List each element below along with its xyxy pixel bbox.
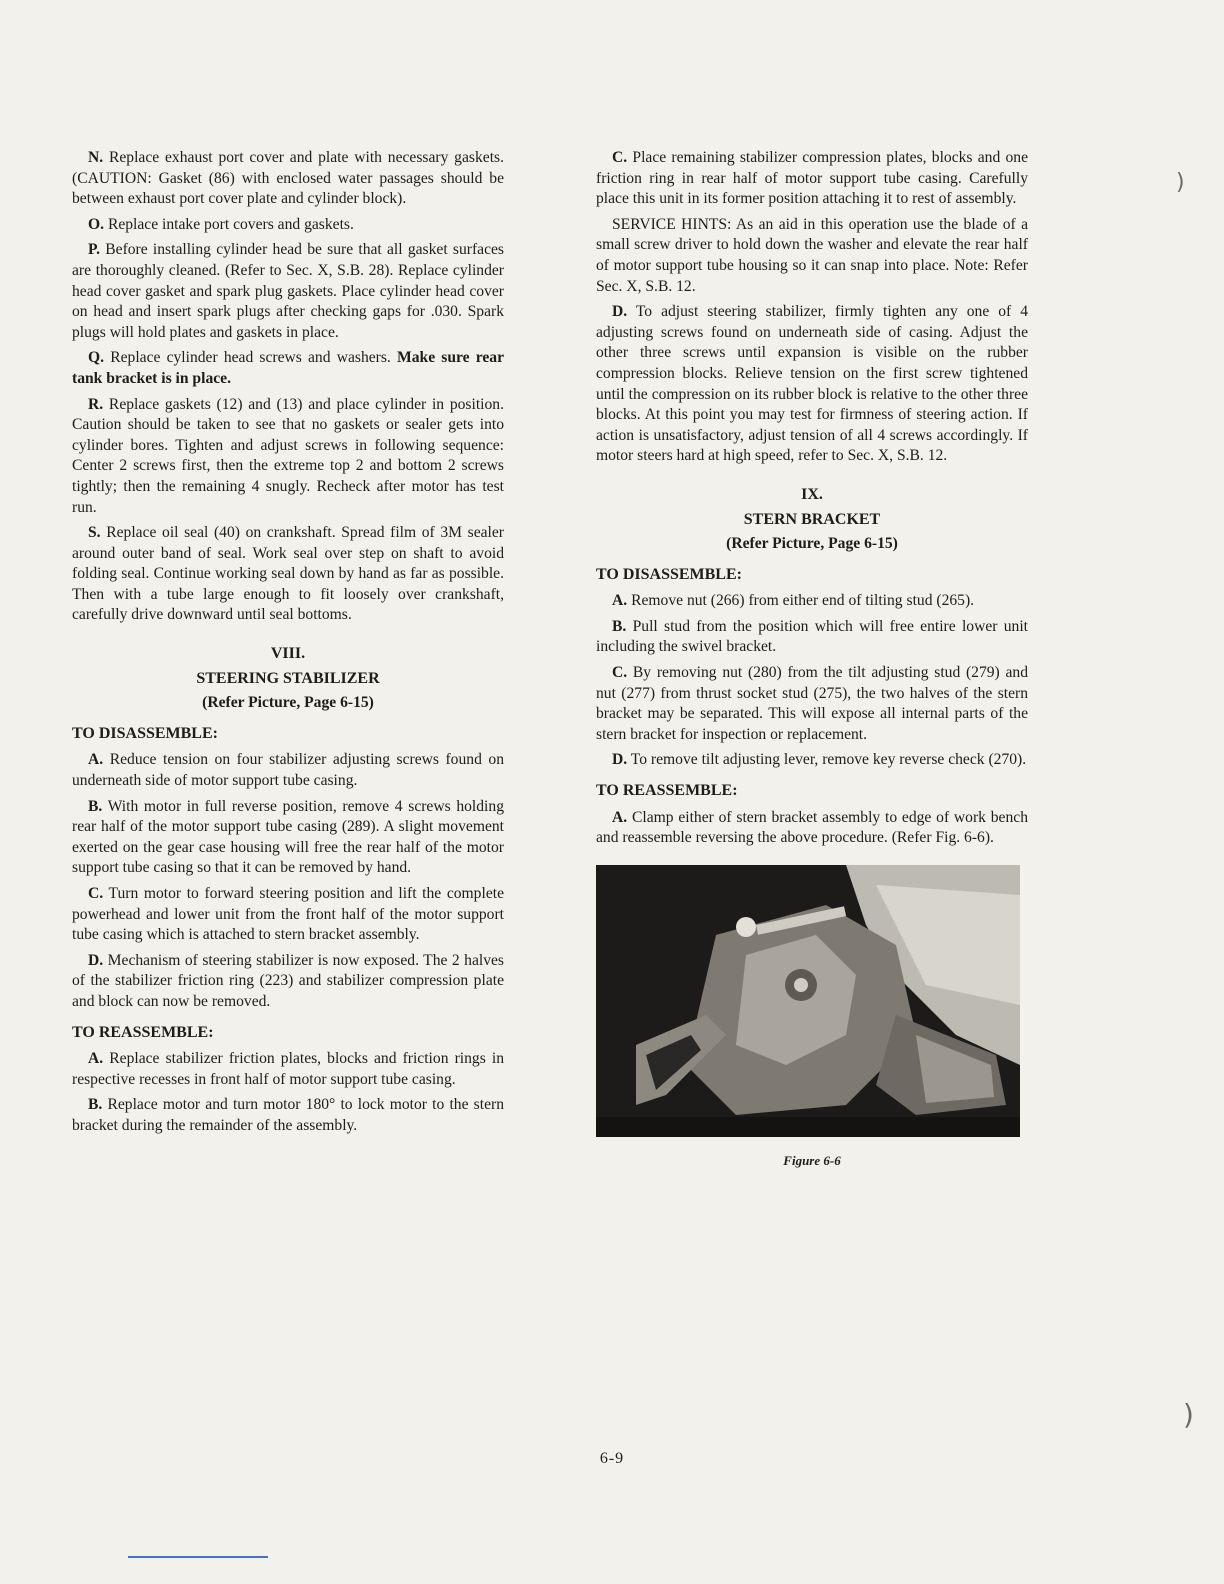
- section-8-reassemble-heading: TO REASSEMBLE:: [72, 1023, 214, 1041]
- step-n: N. Replace exhaust port cover and plate with necessary gaskets. (CAUTION: Gasket (86) with enclosed water passages should be between exhaust port cover plate and cylinder block).: [72, 149, 504, 208]
- s9-disassemble-a: A. Remove nut (266) from either end of tilting stud (265).: [612, 592, 975, 610]
- s8-disassemble-c: C. Turn motor to forward steering position and lift the complete powerhead and lower unit from the front half of the motor support tube casing which is attached to stern bracket assembly.: [72, 885, 504, 944]
- s8-reassemble-b: B. Replace motor and turn motor 180° to lock motor to the stern bracket during the remainder of the assembly.: [72, 1096, 504, 1134]
- step-r: R. Replace gaskets (12) and (13) and place cylinder in position. Caution should be taken to see that no gaskets or sealer gets into cylinder bores. Tighten and adjust screws in following sequence: Center 2 screws first, then the extreme top 2 and bottom 2 screws tightly; then the remaining 4 snugly. Recheck after motor has test run.: [72, 395, 504, 516]
- footer-rule: [128, 1556, 268, 1558]
- page-number: 6-9: [599, 1450, 625, 1467]
- s8-disassemble-d: D. Mechanism of steering stabilizer is now exposed. The 2 halves of the stabilizer friction ring (223) and stabilizer compression plate and block can now be removed.: [72, 951, 504, 1010]
- step-o: O. Replace intake port covers and gaskets.: [88, 215, 354, 233]
- section-8-title: STEERING STABILIZER: [196, 669, 380, 687]
- figure-6-6-photo: [596, 865, 1020, 1137]
- margin-mark: ): [1176, 170, 1185, 195]
- s8-disassemble-a: A. Reduce tension on four stabilizer adjusting screws found on underneath side of motor support tube casing.: [72, 751, 504, 790]
- section-8-disassemble-heading: TO DISASSEMBLE:: [72, 724, 218, 742]
- s9-disassemble-b: B. Pull stud from the position which will free entire lower unit including the swivel bracket.: [596, 617, 1028, 656]
- step-q: Q. Replace cylinder head screws and washers. Make sure rear tank bracket is in place.: [72, 349, 505, 387]
- s9-disassemble-c: C. By removing nut (280) from the tilt adjusting stud (279) and nut (277) from thrust socket stud (275), the two halves of the stern bracket may be separated. This will expose all internal parts of the stern bracket for inspection or replacement.: [596, 664, 1028, 743]
- stern-bracket-photo-illustration: [596, 865, 1020, 1137]
- left-column: [72, 148, 504, 1142]
- service-hints: SERVICE HINTS: As an aid in this operation use the blade of a small screw driver to hold down the washer and elevate the rear half of motor support tube housing so it can snap into place. Note: Refer Sec. X, S.B. 12.: [596, 215, 1028, 295]
- s8-disassemble-b: B. With motor in full reverse position, remove 4 screws holding rear half of the motor support tube casing (289). A slight movement exerted on the gear case housing will free the rear half of the motor support tube casing so that it can be removed by hand.: [72, 797, 504, 877]
- s8-reassemble-c: C. Place remaining stabilizer compression plates, blocks and one friction ring in rear half of motor support tube casing. Carefully place this unit in its former position attaching it to rest of assembly.: [596, 149, 1028, 208]
- figure-caption: Figure 6-6: [783, 1152, 841, 1168]
- s9-disassemble-d: D. To remove tilt adjusting lever, remove key reverse check (270).: [612, 751, 1027, 769]
- section-9-number: IX.: [801, 485, 823, 503]
- right-column: [596, 148, 1028, 1184]
- section-9-reference: (Refer Picture, Page 6-15): [726, 535, 898, 553]
- section-8-reference: (Refer Picture, Page 6-15): [202, 694, 374, 712]
- margin-mark: ): [1183, 1398, 1194, 1431]
- step-p: P. Before installing cylinder head be sure that all gasket surfaces are thoroughly cleaned. (Refer to Sec. X, S.B. 28). Replace cylinder head cover gasket and spark plug gaskets. Place cylinder head cover on head and insert spark plugs after checking gaps for .030. Spark plugs will hold plates and gaskets in place.: [72, 241, 504, 341]
- section-9-disassemble-heading: TO DISASSEMBLE:: [596, 565, 742, 583]
- s8-reassemble-d: D. To adjust steering stabilizer, firmly tighten any one of 4 adjusting screws found on underneath side of casing. Adjust the other three screws until expansion is visible on the rubber compression blocks. Relieve tension on the first screw tightened until the compression on its rubber block is relative to the other three blocks. At this point you may test for firmness of steering action. If action is unsatisfactory, adjust tension of all 4 screws accordingly. If motor steers hard at high speed, refer to Sec. X, S.B. 12.: [596, 303, 1028, 465]
- s8-reassemble-a: A. Replace stabilizer friction plates, blocks and friction rings in respective recesses in front half of motor support tube casing.: [72, 1050, 504, 1088]
- section-8-number: VIII.: [270, 645, 306, 663]
- step-s: S. Replace oil seal (40) on crankshaft. Spread film of 3M sealer around outer band of seal. Work seal over step on shaft to avoid folding seal. Continue working seal down by hand as far as possible. Then with a tube large enough to fit loosely over crankshaft, carefully drive downward until seal bottoms.: [72, 524, 504, 624]
- section-9-reassemble-heading: TO REASSEMBLE:: [596, 782, 738, 800]
- s9-reassemble-a: A. Clamp either of stern bracket assembly to edge of work bench and reassemble reversing the above procedure. (Refer Fig. 6-6).: [596, 808, 1028, 847]
- section-9-title: STERN BRACKET: [743, 510, 881, 528]
- step-q-emphasis: Make sure rear tank bracket is in place.: [72, 349, 505, 387]
